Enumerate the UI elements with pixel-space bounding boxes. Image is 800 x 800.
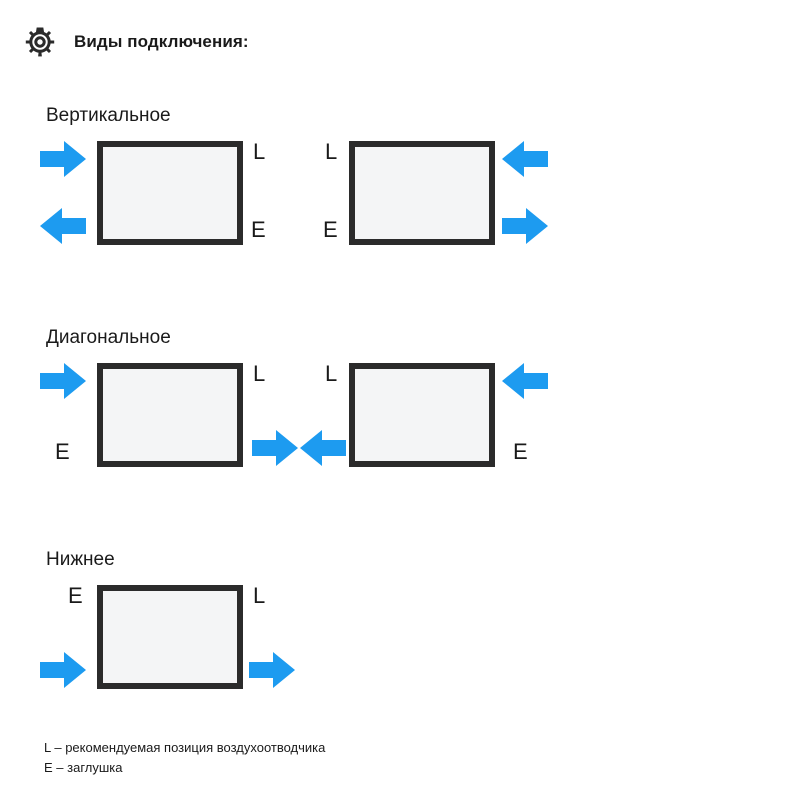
letter-L: L [325,361,338,386]
section-title-diagonal: Диагональное [46,327,171,348]
arrow-right-icon [502,206,548,246]
legend-line-E: E – заглушка [44,760,123,776]
section-title-vertical: Вертикальное [46,105,171,126]
radiator-body [349,363,495,467]
page-title: Виды подключения: [74,32,249,51]
letter-L: L [253,139,266,164]
letter-E: E [55,439,70,464]
legend-line-L: L – рекомендуемая позиция воздухоотводчика [44,740,326,755]
arrow-left-icon [502,139,548,179]
letter-E: E [323,217,338,242]
arrow-right-icon [252,428,298,468]
arrow-left-icon [40,206,86,246]
section-title-bottom: Нижнее [46,549,115,570]
radiator-body [97,363,243,467]
letter-E: E [251,217,266,242]
radiator-body [97,141,243,245]
arrow-right-icon [40,650,86,690]
page-header [24,26,249,58]
letter-E: E [68,583,83,608]
letter-L: L [325,139,338,164]
legend [44,738,325,778]
letter-L: L [253,583,266,608]
arrow-right-icon [249,650,295,690]
arrow-left-icon [502,361,548,401]
arrow-right-icon [40,361,86,401]
arrow-left-icon [300,428,346,468]
letter-L: L [253,361,266,386]
radiator-body [349,141,495,245]
gear-icon [24,26,56,58]
radiator-body [97,585,243,689]
arrow-right-icon [40,139,86,179]
letter-E: E [513,439,528,464]
